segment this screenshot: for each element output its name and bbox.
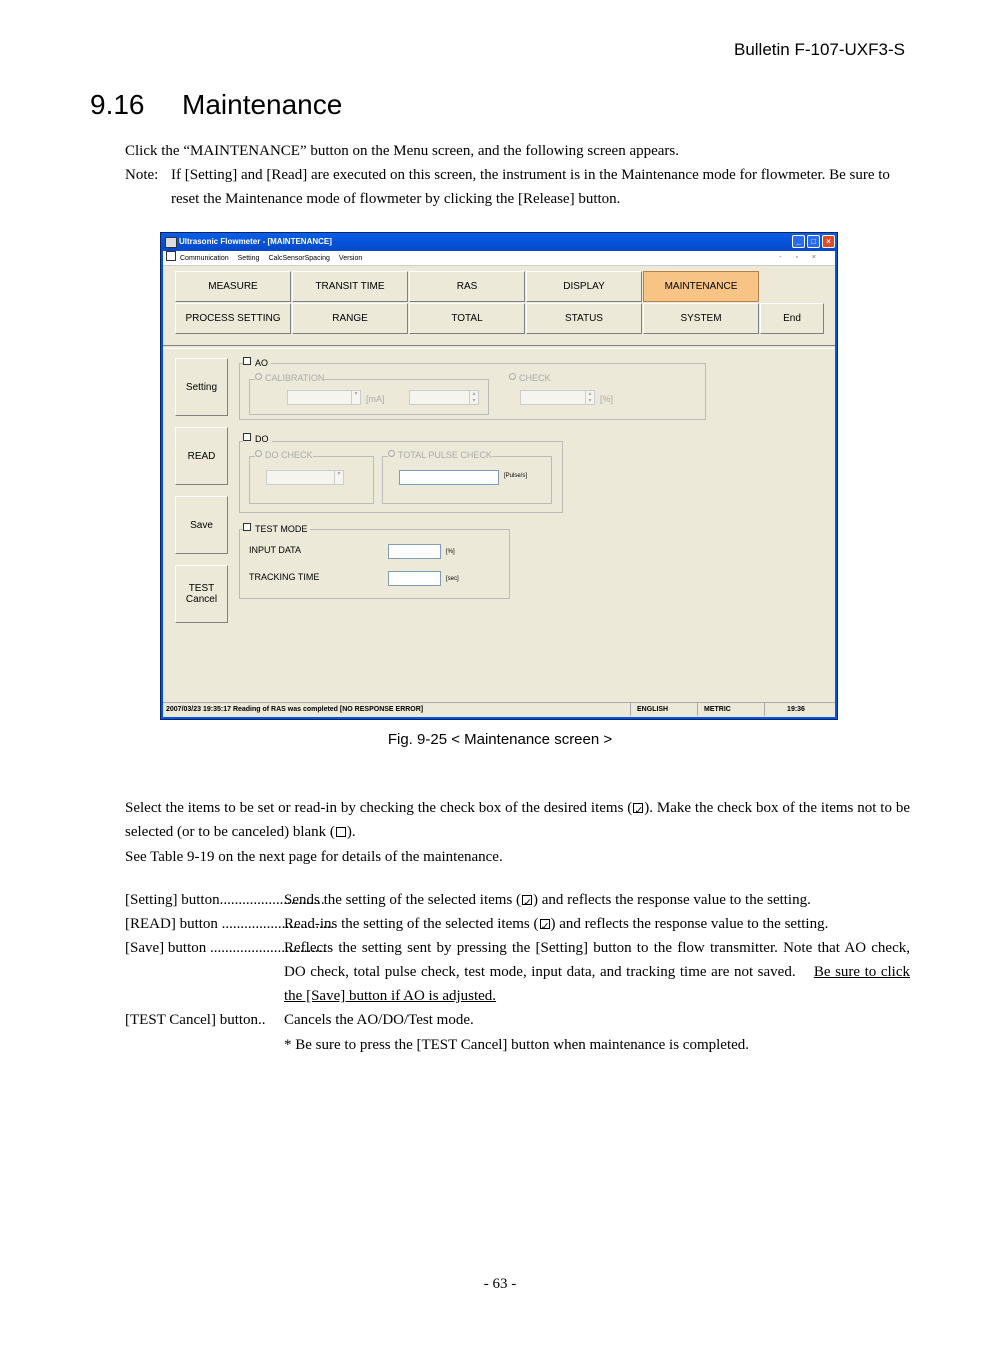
setting-button[interactable]: Setting	[175, 358, 228, 416]
button-list	[125, 888, 910, 1057]
test-cancel-button[interactable]: TEST Cancel	[175, 565, 228, 623]
checked-box-icon	[540, 919, 550, 929]
note	[125, 163, 910, 211]
test-mode-group	[239, 529, 510, 599]
close-button[interactable]: ×	[822, 235, 835, 248]
nav-system[interactable]: SYSTEM	[643, 303, 759, 334]
mdi-controls[interactable]: - ▫ ×	[779, 254, 822, 261]
nav-status[interactable]: STATUS	[526, 303, 642, 334]
check-radio-dot[interactable]	[509, 373, 516, 380]
total-pulse-input[interactable]	[399, 470, 499, 485]
checked-box-icon	[633, 803, 643, 813]
total-pulse-radio-dot[interactable]	[388, 450, 395, 457]
do-check-radio-dot[interactable]	[255, 450, 262, 457]
do-check-label: DO CHECK	[265, 450, 313, 460]
nav-transit-time[interactable]: TRANSIT TIME	[292, 271, 408, 302]
nav-process-setting[interactable]: PROCESS SETTING	[175, 303, 291, 334]
list-note: * Be sure to press the [TEST Cancel] button when maintenance is completed.	[284, 1037, 750, 1053]
input-data-label: INPUT DATA	[249, 545, 302, 555]
test-mode-checkbox[interactable]	[243, 523, 310, 534]
unit-ma: [mA]	[366, 394, 385, 404]
see-table-text: See Table 9-19 on the next page for details of the maintenance.	[125, 849, 503, 865]
list-value: Read-ins the setting of the selected items (	[284, 916, 539, 932]
menu-calcsensorspacing[interactable]: CalcSensorSpacing	[268, 255, 330, 262]
unit-pct: [%]	[600, 394, 614, 404]
test-mode-label: TEST MODE	[255, 524, 308, 534]
unit-pulse: [Pulse/s]	[504, 473, 528, 479]
ao-check-box[interactable]	[243, 357, 251, 365]
do-label: DO	[255, 434, 269, 444]
section-title	[90, 89, 342, 121]
check-label: CHECK	[519, 373, 551, 383]
list-item	[125, 1008, 910, 1057]
input-data-input[interactable]	[388, 544, 441, 559]
do-check-select[interactable]	[266, 470, 344, 485]
select-text-1: Select the items to be set or read-in by checking the check box of the desired items (	[125, 800, 633, 816]
list-value: ) and reflects the response value to the setting.	[533, 892, 811, 908]
unit-tracking: [sec]	[446, 576, 459, 582]
menu-version[interactable]: Version	[338, 255, 363, 262]
calibration-value-input[interactable]	[409, 390, 479, 405]
calibration-select[interactable]	[287, 390, 361, 405]
total-pulse-radio[interactable]	[388, 450, 492, 460]
list-item	[125, 936, 910, 1008]
nav-range[interactable]: RANGE	[292, 303, 408, 334]
nav-total[interactable]: TOTAL	[409, 303, 525, 334]
tracking-time-label: TRACKING TIME	[249, 572, 320, 582]
nav-ras[interactable]: RAS	[409, 271, 525, 302]
section-name: Maintenance	[182, 89, 343, 120]
bulletin-header: Bulletin F-107-UXF3-S	[733, 40, 905, 59]
page-number: - 63 -	[483, 1276, 517, 1292]
note-label: Note:	[125, 167, 159, 183]
calibration-radio-dot[interactable]	[255, 373, 262, 380]
list-item	[125, 888, 910, 912]
tracking-time-input[interactable]	[388, 571, 441, 586]
calibration-label: CALIBRATION	[265, 373, 325, 383]
check-value-input[interactable]	[520, 390, 595, 405]
nav-maintenance[interactable]: MAINTENANCE	[643, 271, 759, 302]
list-key: [Save] button ...............................	[125, 940, 327, 956]
ao-label: AO	[255, 358, 269, 368]
list-value: Cancels the AO/DO/Test mode.	[284, 1012, 474, 1028]
list-value: Sends the setting of the selected items (	[284, 892, 522, 908]
maximize-button[interactable]: □	[807, 235, 820, 248]
nav-end[interactable]: End	[760, 303, 824, 334]
menu-setting[interactable]: Setting	[237, 255, 260, 262]
figure-caption: Fig. 9-25 < Maintenance screen >	[387, 731, 613, 748]
check-radio[interactable]	[509, 373, 551, 383]
dropdown-arrow-icon: ▾	[351, 391, 360, 404]
dropdown-arrow-icon: ▾	[334, 471, 343, 484]
calibration-radio[interactable]	[255, 373, 324, 383]
do-check-radio[interactable]	[255, 450, 313, 460]
do-check-box[interactable]	[243, 433, 251, 441]
total-pulse-label: TOTAL PULSE CHECK	[398, 450, 492, 460]
save-button[interactable]: Save	[175, 496, 228, 554]
window-client	[163, 251, 835, 717]
list-key: [READ] button ..............................	[125, 916, 335, 932]
ao-checkbox[interactable]	[243, 357, 271, 368]
nav-measure[interactable]: MEASURE	[175, 271, 291, 302]
do-checkbox[interactable]	[243, 433, 272, 444]
list-key: [TEST Cancel] button..	[125, 1012, 266, 1028]
select-paragraph	[125, 796, 910, 844]
note-text: If [Setting] and [Read] are executed on this screen, the instrument is in the Maintenance mode for flowmeter. Be sure to reset the Maintenance mode of flowmeter by clicking the [Release] button.	[171, 167, 890, 207]
checked-box-icon	[522, 895, 532, 905]
app-window	[160, 232, 838, 720]
list-value: ) and reflects the response value to the setting.	[550, 916, 829, 932]
separator	[163, 345, 835, 349]
list-item	[125, 912, 910, 936]
empty-box-icon	[336, 827, 346, 837]
select-text-2: ). Make the check box of the items not to be selected (or to be canceled) blank (	[125, 800, 911, 840]
menu-bar	[163, 251, 835, 266]
status-time: 19:36	[764, 703, 821, 716]
list-value: Reflects the setting sent by pressing the [Setting] button to the flow transmitter. Note that AO check, DO check, total pulse check, test mode, input data, and tracking time are not saved.	[284, 940, 910, 980]
title-bar	[161, 233, 837, 251]
nav-display[interactable]: DISPLAY	[526, 271, 642, 302]
section-number: 9.16	[90, 89, 145, 120]
select-text-3: ).	[346, 824, 356, 840]
spinner-icon[interactable]: ▴ ▾	[469, 391, 478, 404]
status-bar	[163, 702, 835, 717]
test-mode-check-box[interactable]	[243, 523, 251, 531]
status-units: METRIC	[697, 703, 764, 716]
window-title: Ultrasonic Flowmeter - [MAINTENANCE]	[179, 237, 332, 246]
list-underline: Be sure to click the [Save] button if AO is adjusted.	[284, 964, 910, 1004]
status-message: 2007/03/23 19:35:17 Reading of RAS was completed [NO RESPONSE ERROR]	[166, 706, 424, 713]
minimize-button[interactable]: _	[792, 235, 805, 248]
app-icon	[165, 237, 177, 248]
unit-input: [%]	[446, 549, 455, 555]
menu-communication[interactable]: Communication	[180, 255, 229, 262]
doc-icon	[166, 251, 176, 261]
status-language: ENGLISH	[630, 703, 697, 716]
spinner-icon[interactable]: ▴ ▾	[585, 391, 594, 404]
read-button[interactable]: READ	[175, 427, 228, 485]
list-key: [Setting] button............................	[125, 892, 325, 908]
intro-text: Click the “MAINTENANCE” button on the Menu screen, and the following screen appears.	[125, 143, 680, 159]
